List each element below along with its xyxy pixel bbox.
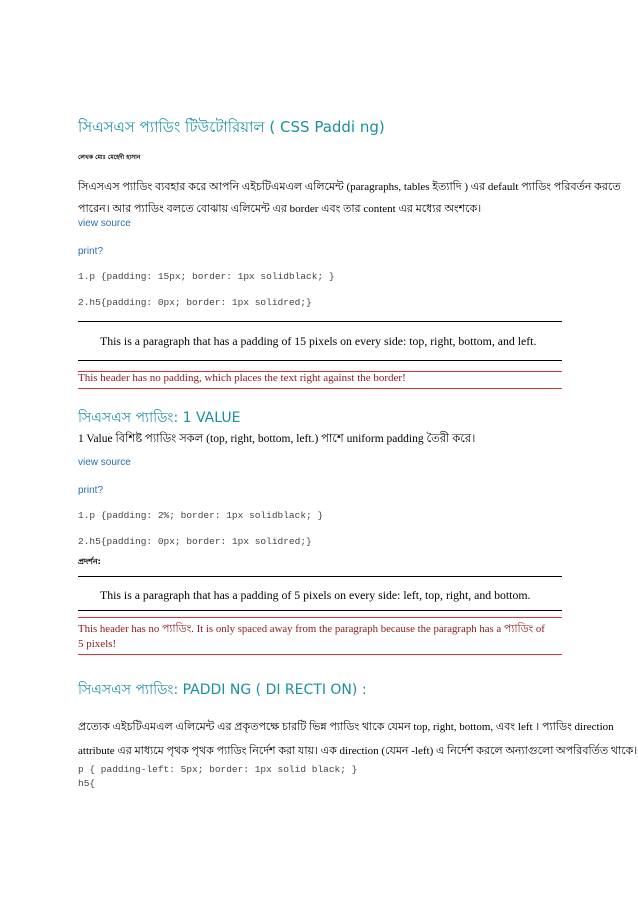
demo-header-1: This header has no padding, which places the text right against the border! [78,372,406,384]
author-line: লেখক মোঃ মেহেদী হাসান [78,154,141,161]
demo2-h5-border-bottom [78,654,562,655]
intro-line-2: পারেন। আর প্যাডিং বলতে বোঝায় এলিমেন্ট এর border এবং তার content এর মধ্যের অংশকে। [78,203,482,215]
demo2-para-border-bottom [78,610,562,611]
demo-header-2-line-1: This header has no প্যাডিং. It is only spaced away from the paragraph because the paragraph has a প্যাডিং of [78,623,545,635]
code-line-5: p { padding-left: 5px; border: 1px solid black; } [78,764,358,775]
section-heading-padding-direction: সিএসএস প্যাডিং: PADDI NG ( DI RECTI ON) : [78,682,367,698]
code-line-6: h5{ [78,778,96,789]
view-source-link-1[interactable]: view source [78,218,131,229]
demo-h5-border-bottom [78,388,562,389]
demo-para-border-top [78,321,562,322]
demo-header-2-line-2: 5 pixels! [78,638,117,650]
demo-paragraph-1: This is a paragraph that has a padding of 15 pixels on every side: top, right, bottom, and left. [100,334,537,348]
code-line-3: 1.p {padding: 2%; border: 1px solidblack; } [78,510,324,521]
demo-paragraph-2: This is a paragraph that has a padding of 5 pixels on every side: left, top, right, and bottom. [100,588,531,602]
intro-line-1: সিএসএস প্যাডিং ব্যবহার করে আপনি এইচটিএমএল এলিমেন্ট (paragraphs, tables ইত্যাদি ) এর default প্যাডিং পরিবর্তন করতে [78,181,621,193]
section2-line-1: প্রত্যেক এইচটিএমএল এলিমেন্ট এর প্রকৃতপক্ষে চারটি ভিন্ন প্যাডিং থাকে যেমন top, right, bottom, এবং left । প্যাডিং direction [78,721,614,733]
print-link-1[interactable]: print? [78,246,104,257]
code-line-2: 2.h5{padding: 0px; border: 1px solidred;} [78,297,312,308]
code-line-1: 1.p {padding: 15px; border: 1px solidblack; } [78,271,335,282]
code-line-4: 2.h5{padding: 0px; border: 1px solidred;} [78,536,312,547]
demo-label: প্রদর্শন: [78,557,101,566]
section-heading-1-value: সিএসএস প্যাডিং: 1 VALUE [78,410,241,426]
print-link-2[interactable]: print? [78,485,104,496]
page-title: সিএসএস প্যাডিং টিউটোরিয়াল ( CSS Paddi ng) [78,118,385,136]
section1-text: 1 Value বিশিষ্ট প্যাডিং সকল (top, right, bottom, left.) পাশে uniform padding তৈরী করে। [78,433,476,445]
view-source-link-2[interactable]: view source [78,457,131,468]
demo2-para-border-top [78,576,562,577]
section2-line-2: attribute এর মাধ্যমে পৃথক পৃথক প্যাডিং নির্দেশ করা যায়। এক direction (যেমন -left) এ নির্দেশ করলে অন্যাগুলো অপরিবর্তিত থাকে। [78,745,638,757]
demo2-h5-border-top [78,617,562,618]
demo-para-border-bottom [78,360,562,361]
